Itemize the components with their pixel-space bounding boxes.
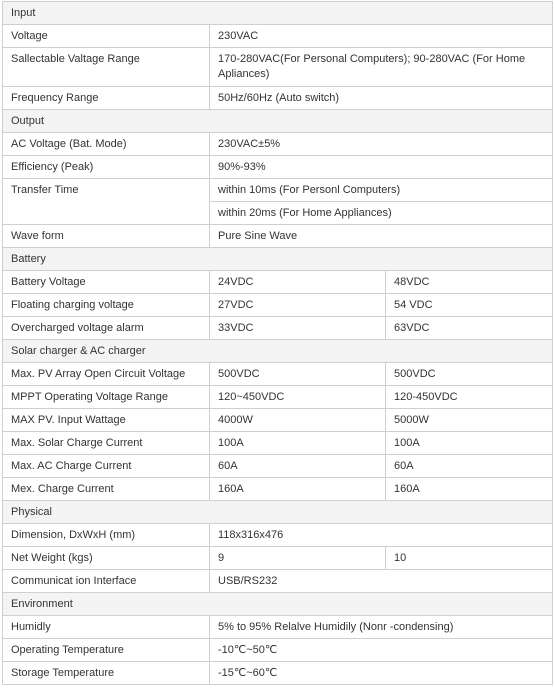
spec-value: within 20ms (For Home Appliances) <box>210 202 553 225</box>
section-header-output <box>3 110 553 133</box>
spec-value: 9 <box>210 547 386 570</box>
section-header-input <box>3 2 553 25</box>
spec-value: 90%-93% <box>210 156 553 179</box>
spec-label: Transfer Time <box>3 179 210 225</box>
spec-value: 54 VDC <box>386 294 553 317</box>
spec-value: 230VAC±5% <box>210 133 553 156</box>
spec-value: 24VDC <box>210 271 386 294</box>
spec-row <box>3 87 553 110</box>
spec-row <box>3 294 553 317</box>
spec-row <box>3 386 553 409</box>
spec-label: Frequency Range <box>3 87 210 110</box>
spec-value: 5% to 95% Relalve Humidily (Nonr -condensing) <box>210 616 553 639</box>
spec-value: 10 <box>386 547 553 570</box>
spec-row <box>3 616 553 639</box>
spec-row <box>3 639 553 662</box>
spec-row <box>3 432 553 455</box>
spec-label: Mex. Charge Current <box>3 478 210 501</box>
spec-label: Sallectable Valtage Range <box>3 48 210 87</box>
spec-row <box>3 271 553 294</box>
spec-value: 120~450VDC <box>210 386 386 409</box>
spec-value: 60A <box>386 455 553 478</box>
spec-row <box>3 524 553 547</box>
spec-value: 160A <box>386 478 553 501</box>
spec-value: USB/RS232 <box>210 570 553 593</box>
spec-label: Communicat ion Interface <box>3 570 210 593</box>
spec-value: 48VDC <box>386 271 553 294</box>
spec-label: Battery Voltage <box>3 271 210 294</box>
spec-row <box>3 156 553 179</box>
spec-label: Dimension, DxWxH (mm) <box>3 524 210 547</box>
section-title: Battery <box>3 248 553 271</box>
spec-value: 500VDC <box>386 363 553 386</box>
spec-row <box>3 478 553 501</box>
spec-row <box>3 363 553 386</box>
spec-row <box>3 317 553 340</box>
spec-table <box>2 1 553 685</box>
spec-row <box>3 409 553 432</box>
spec-row <box>3 179 553 202</box>
section-header-solar-charger-ac-charger <box>3 340 553 363</box>
spec-value: 170-280VAC(For Personal Computers); 90-280VAC (For Home Apliances) <box>210 48 553 87</box>
section-title: Solar charger & AC charger <box>3 340 553 363</box>
spec-row <box>3 25 553 48</box>
section-header-physical <box>3 501 553 524</box>
spec-value: 60A <box>210 455 386 478</box>
spec-value: 100A <box>210 432 386 455</box>
spec-value: 160A <box>210 478 386 501</box>
section-title: Input <box>3 2 553 25</box>
spec-label: Efficiency (Peak) <box>3 156 210 179</box>
spec-label: MAX PV. Input Wattage <box>3 409 210 432</box>
spec-label: Max. AC Charge Current <box>3 455 210 478</box>
section-header-environment <box>3 593 553 616</box>
spec-value: 120-450VDC <box>386 386 553 409</box>
spec-value: 5000W <box>386 409 553 432</box>
spec-value: -10℃~50℃ <box>210 639 553 662</box>
section-title: Environment <box>3 593 553 616</box>
section-title: Output <box>3 110 553 133</box>
section-header-battery <box>3 248 553 271</box>
spec-value: 4000W <box>210 409 386 432</box>
spec-row <box>3 547 553 570</box>
spec-row <box>3 225 553 248</box>
spec-row <box>3 133 553 156</box>
spec-label: AC Voltage (Bat. Mode) <box>3 133 210 156</box>
spec-row <box>3 455 553 478</box>
spec-value: within 10ms (For Personl Computers) <box>210 179 553 202</box>
spec-label: Wave form <box>3 225 210 248</box>
spec-label: Net Weight (kgs) <box>3 547 210 570</box>
spec-label: Operating Temperature <box>3 639 210 662</box>
spec-row <box>3 662 553 685</box>
spec-value: 50Hz/60Hz (Auto switch) <box>210 87 553 110</box>
spec-label: Floating charging voltage <box>3 294 210 317</box>
spec-label: Overcharged voltage alarm <box>3 317 210 340</box>
spec-value: 33VDC <box>210 317 386 340</box>
spec-table-body <box>3 2 553 685</box>
spec-value: 100A <box>386 432 553 455</box>
spec-value: Pure Sine Wave <box>210 225 553 248</box>
section-title: Physical <box>3 501 553 524</box>
spec-value: -15℃~60℃ <box>210 662 553 685</box>
spec-value: 63VDC <box>386 317 553 340</box>
spec-label: Max. Solar Charge Current <box>3 432 210 455</box>
spec-value: 27VDC <box>210 294 386 317</box>
spec-label: Voltage <box>3 25 210 48</box>
spec-value: 500VDC <box>210 363 386 386</box>
spec-label: Humidly <box>3 616 210 639</box>
spec-label: MPPT Operating Voltage Range <box>3 386 210 409</box>
spec-value: 230VAC <box>210 25 553 48</box>
spec-row <box>3 48 553 87</box>
spec-row <box>3 570 553 593</box>
spec-label: Max. PV Array Open Circuit Voltage <box>3 363 210 386</box>
spec-label: Storage Temperature <box>3 662 210 685</box>
spec-value: 118x316x476 <box>210 524 553 547</box>
